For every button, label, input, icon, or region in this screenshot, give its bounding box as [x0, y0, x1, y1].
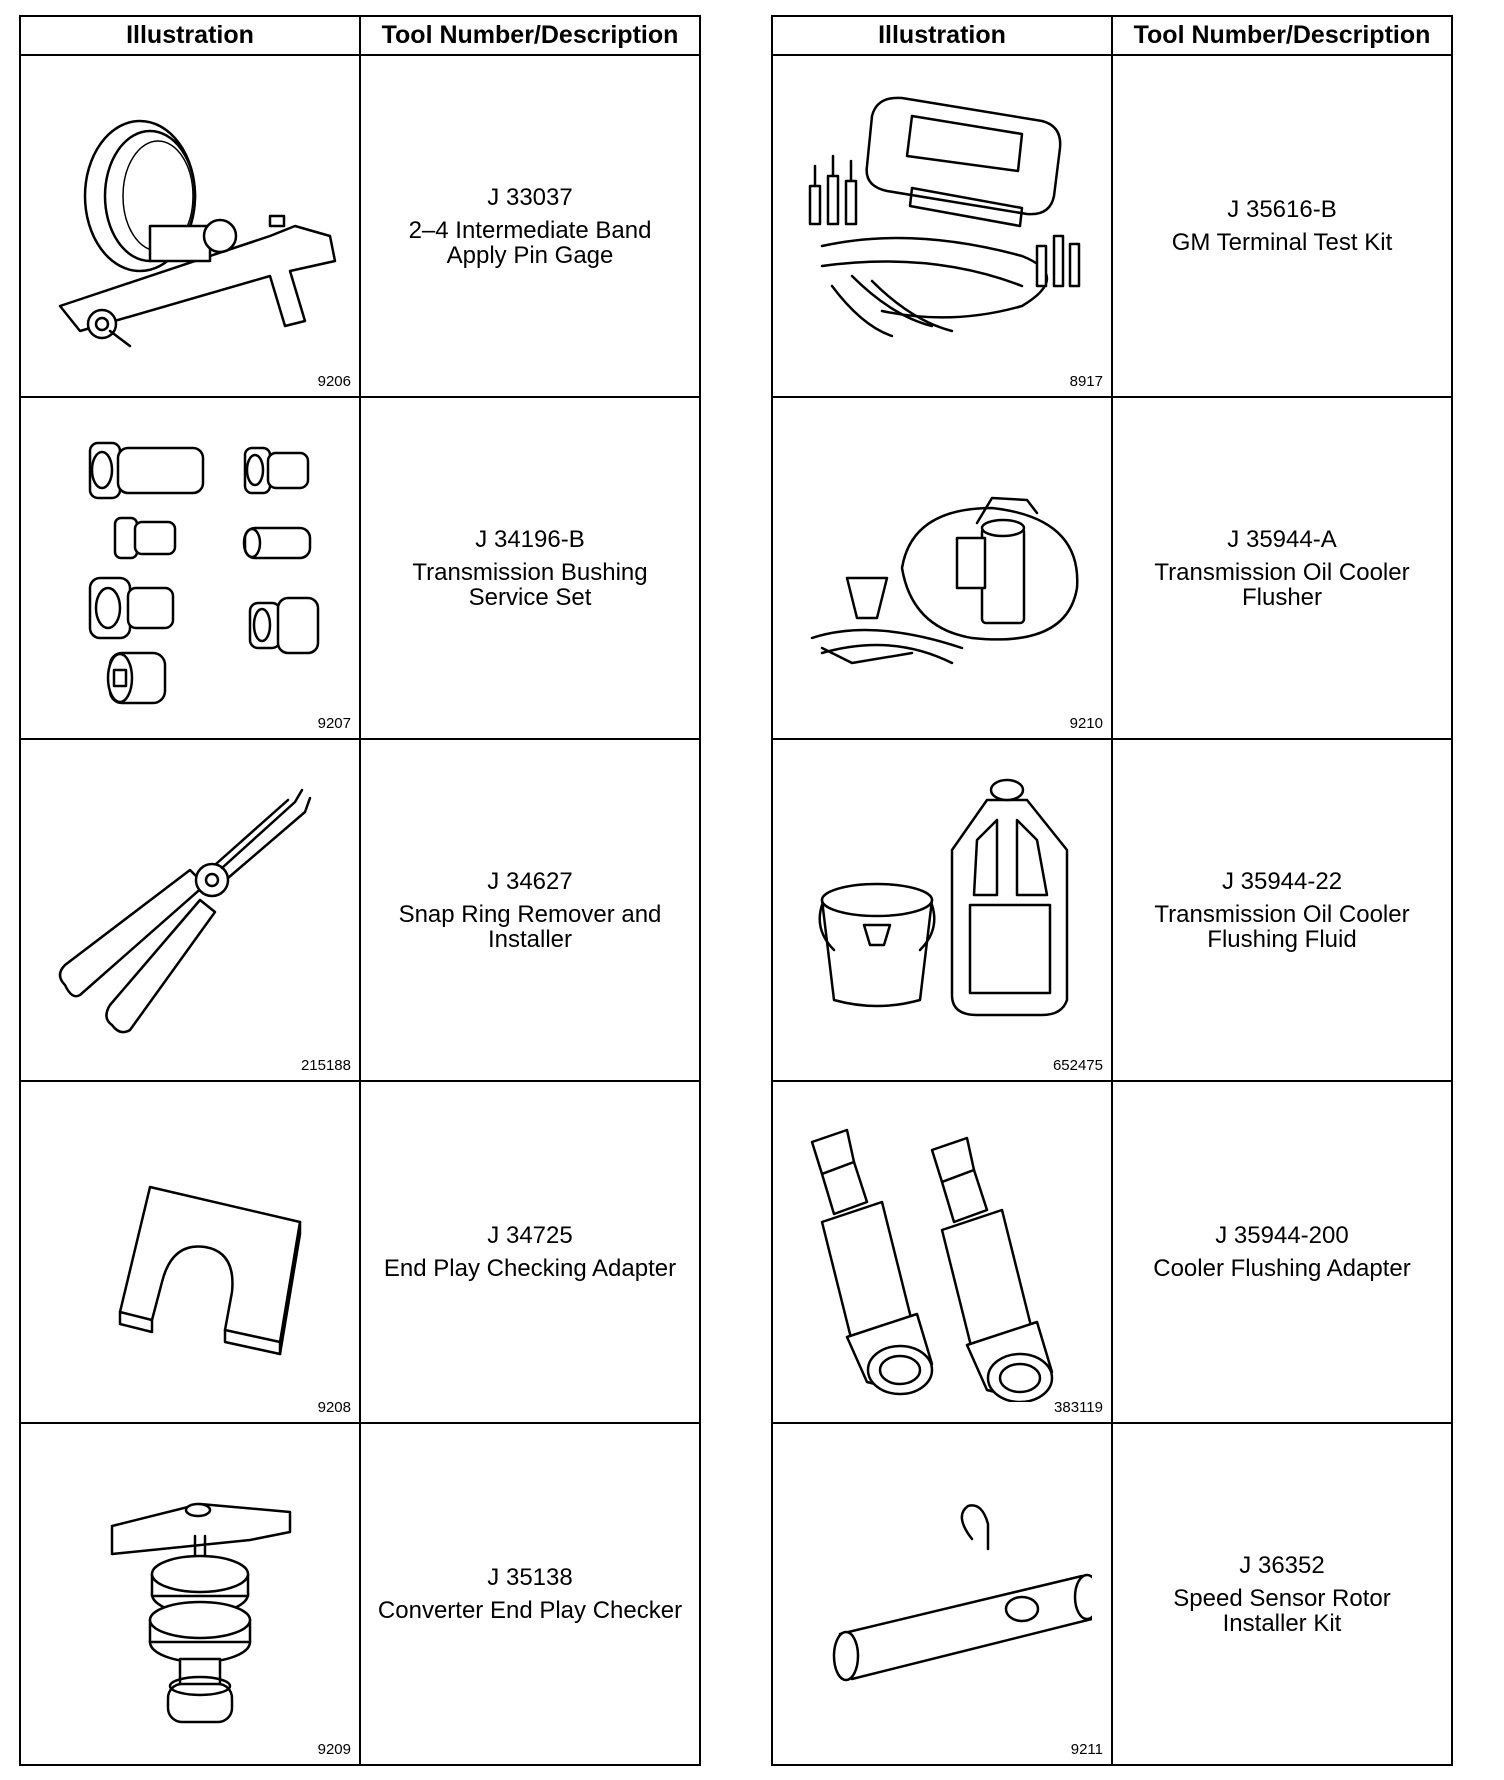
end-play-adapter-icon	[40, 1102, 340, 1402]
end-play-checker-icon	[40, 1444, 340, 1744]
figure-number: 8917	[1069, 373, 1103, 390]
figure-number: 652475	[1052, 1057, 1103, 1074]
tool-number: J 36352	[1239, 1551, 1325, 1579]
illustration-cell	[772, 1081, 1112, 1423]
tool-number: J 34196-B	[475, 525, 585, 553]
figure-number: 9206	[317, 373, 351, 390]
tool-description: Speed Sensor Rotor Installer Kit	[1173, 1584, 1391, 1637]
description-header: Tool Number/Description	[1112, 16, 1452, 55]
tool-number: J 34627	[487, 867, 573, 895]
figure-number: 9210	[1069, 715, 1103, 732]
illustration-cell	[772, 397, 1112, 739]
bushing-set-icon	[40, 418, 340, 718]
table-row	[20, 739, 700, 1081]
tool-description: 2–4 Intermediate Band Apply Pin Gage	[408, 216, 652, 269]
snap-ring-pliers-icon	[40, 760, 340, 1060]
table-row	[20, 1423, 700, 1765]
flushing-fluid-icon	[792, 760, 1092, 1060]
table-row	[20, 55, 700, 397]
figure-number: 9207	[317, 715, 351, 732]
description-cell	[1112, 1423, 1452, 1765]
table-row	[772, 1423, 1452, 1765]
tool-description: Transmission Oil Cooler Flushing Fluid	[1154, 900, 1410, 953]
tool-description: GM Terminal Test Kit	[1171, 229, 1393, 256]
figure-number: 9208	[317, 1399, 351, 1416]
tool-number: J 34725	[487, 1222, 573, 1249]
tools-table-right	[771, 15, 1453, 1766]
tool-number: J 35944-A	[1227, 525, 1337, 553]
illustration-cell	[772, 739, 1112, 1081]
description-cell	[360, 1423, 700, 1765]
description-cell	[1112, 739, 1452, 1081]
description-cell	[360, 739, 700, 1081]
tools-table-left	[19, 15, 701, 1766]
description-cell	[1112, 55, 1452, 397]
illustration-cell	[772, 1423, 1112, 1765]
header-row	[20, 16, 700, 55]
table-row	[20, 1081, 700, 1423]
table-row	[772, 397, 1452, 739]
illustration-cell	[20, 55, 360, 397]
figure-number: 383119	[1054, 1399, 1103, 1416]
description-cell	[1112, 1081, 1452, 1423]
description-cell	[360, 1081, 700, 1423]
table-row	[20, 397, 700, 739]
cooler-flusher-icon	[792, 418, 1092, 718]
tool-description: Converter End Play Checker	[377, 1597, 683, 1624]
description-cell	[1112, 397, 1452, 739]
table-row	[772, 739, 1452, 1081]
flushing-adapter-icon	[792, 1102, 1092, 1402]
illustration-cell	[772, 55, 1112, 397]
tool-description: End Play Checking Adapter	[383, 1255, 677, 1282]
tool-number: J 33037	[487, 183, 573, 211]
illustration-cell	[20, 739, 360, 1081]
tool-description: Cooler Flushing Adapter	[1153, 1255, 1411, 1282]
description-cell	[360, 397, 700, 739]
illustration-cell	[20, 1081, 360, 1423]
tool-description: Transmission Bushing Service Set	[412, 558, 648, 611]
tool-number: J 35944-22	[1221, 867, 1343, 895]
band-apply-pin-gage-icon	[40, 76, 340, 376]
illustration-header: Illustration	[20, 16, 360, 55]
description-header: Tool Number/Description	[360, 16, 700, 55]
illustration-header: Illustration	[772, 16, 1112, 55]
tool-number: J 35944-200	[1215, 1222, 1349, 1249]
table-row	[772, 55, 1452, 397]
terminal-test-kit-icon	[792, 76, 1092, 376]
tool-number: J 35616-B	[1227, 196, 1337, 223]
tool-description: Snap Ring Remover and Installer	[398, 900, 662, 953]
tool-description: Transmission Oil Cooler Flusher	[1154, 558, 1410, 611]
figure-number: 9211	[1070, 1741, 1103, 1758]
figure-number: 9209	[317, 1741, 351, 1758]
description-cell	[360, 55, 700, 397]
tool-number: J 35138	[487, 1564, 573, 1591]
header-row	[772, 16, 1452, 55]
illustration-cell	[20, 1423, 360, 1765]
table-row	[772, 1081, 1452, 1423]
figure-number: 215188	[300, 1057, 351, 1074]
rotor-installer-icon	[792, 1444, 1092, 1744]
illustration-cell	[20, 397, 360, 739]
